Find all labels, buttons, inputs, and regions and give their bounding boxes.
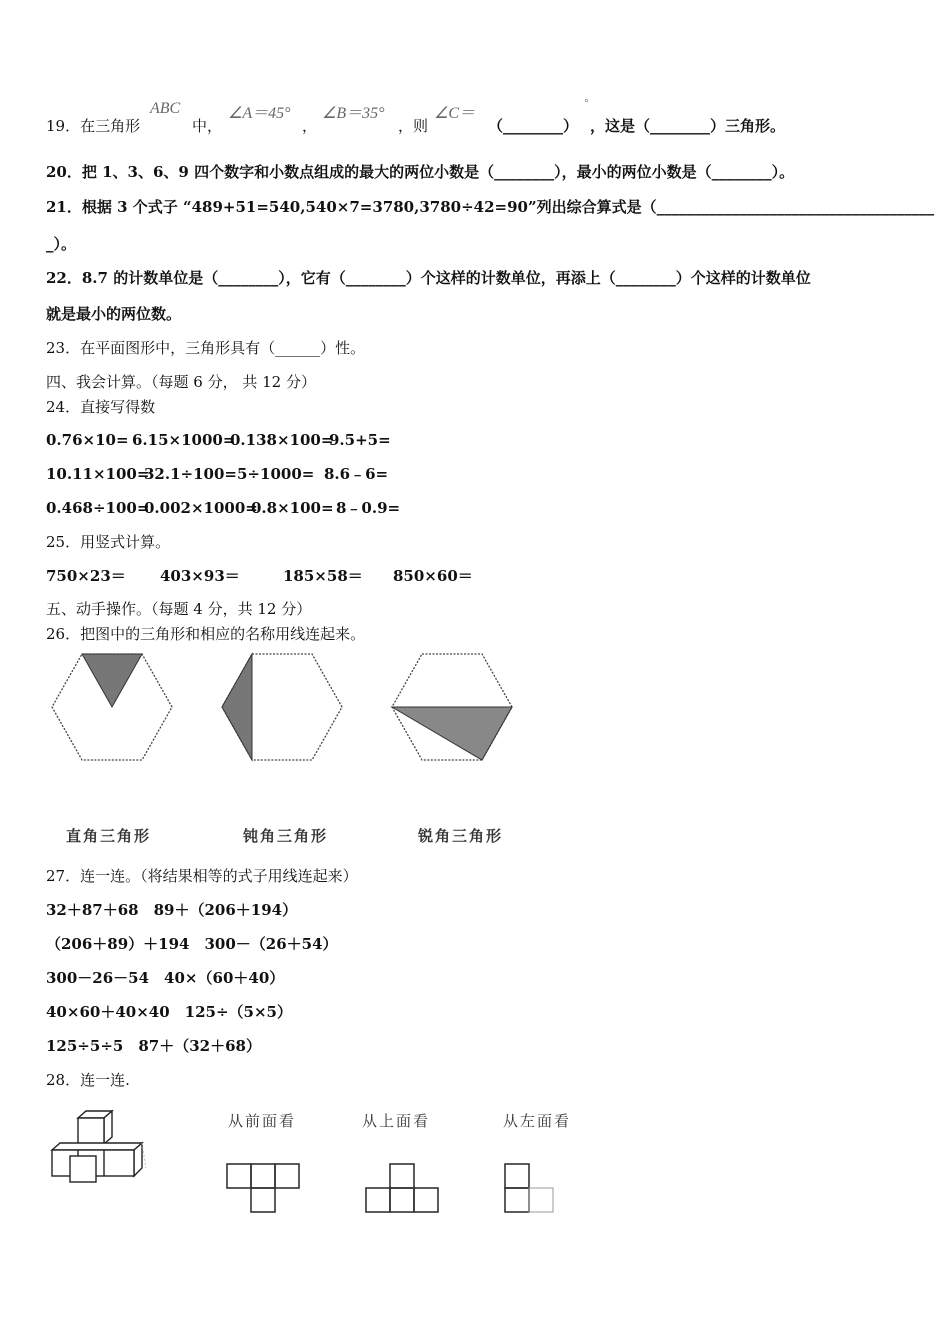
q27-row: （206＋89）＋194 300－（26＋54） bbox=[46, 935, 338, 953]
q20-line: 20．把 1、3、6、9 四个数字和小数点组成的最大的两位小数是（________），最小的两位小数是（________）。 bbox=[46, 163, 795, 181]
q24-item: 5÷1000= bbox=[237, 465, 315, 483]
q28-cube-stack bbox=[50, 1108, 150, 1184]
q24-item: 6.15×1000= bbox=[132, 431, 236, 449]
q19-angle-c: ∠C＝ bbox=[434, 105, 476, 122]
q19-suffix: ，这是（________）三角形。 bbox=[590, 117, 786, 135]
q19-then: ，则 bbox=[398, 117, 429, 135]
q19-degree-mark: ° bbox=[584, 98, 588, 109]
q28-view-left: 从左面看 bbox=[503, 1112, 572, 1130]
q19-angle-a: ∠A＝45° bbox=[228, 105, 291, 122]
q22-line-a: 22．8.7 的计数单位是（________），它有（________）个这样的计数单位，再添上（________）个这样的计数单位 bbox=[46, 269, 811, 287]
q19-mid: 中， bbox=[192, 117, 223, 135]
q24-item: 10.11×100= bbox=[46, 465, 150, 483]
q24-item: 8.6﹣6= bbox=[324, 465, 389, 483]
q19-sep: ， bbox=[302, 117, 318, 135]
q19-triangle-abc: ABC bbox=[150, 100, 181, 117]
q28-view-front: 从前面看 bbox=[228, 1112, 297, 1130]
q23-line: 23．在平面图形中，三角形具有（______）性。 bbox=[46, 339, 366, 357]
q27-row: 32＋87＋68 89＋（206＋194） bbox=[46, 901, 298, 919]
q28-view-top: 从上面看 bbox=[362, 1112, 431, 1130]
q26-label-right: 直角三角形 bbox=[66, 827, 152, 845]
q19-prefix: 19．在三角形 bbox=[46, 117, 141, 135]
q26-hexagon-acute-triangle bbox=[390, 652, 515, 762]
q24-item: 8﹣0.9= bbox=[336, 499, 401, 517]
q26-label-acute: 锐角三角形 bbox=[418, 827, 504, 845]
q27-row: 125÷5÷5 87＋（32＋68） bbox=[46, 1037, 261, 1055]
q26-hexagon-obtuse-triangle bbox=[220, 652, 345, 762]
q27-row: 300－26－54 40×（60＋40） bbox=[46, 969, 285, 987]
q19-angle-b: ∠B＝35° bbox=[322, 105, 385, 122]
section-4-heading: 四、我会计算。（每题 6 分， 共 12 分） bbox=[46, 373, 316, 391]
q24-item: 0.8×100= bbox=[251, 499, 334, 517]
q27-title: 27．连一连。（将结果相等的式子用线连起来） bbox=[46, 867, 358, 885]
q25-title: 25．用竖式计算。 bbox=[46, 533, 171, 551]
q28-title: 28．连一连. bbox=[46, 1071, 130, 1089]
q27-row: 40×60＋40×40 125÷（5×5） bbox=[46, 1003, 292, 1021]
q24-item: 0.76×10= bbox=[46, 431, 129, 449]
q25-item: 750×23＝ bbox=[46, 567, 126, 585]
q24-title: 24．直接写得数 bbox=[46, 398, 156, 416]
q21-line-b: _）。 bbox=[46, 235, 77, 253]
q24-item: 9.5+5= bbox=[329, 431, 391, 449]
q25-item: 403×93＝ bbox=[160, 567, 240, 585]
q24-item: 0.138×100= bbox=[230, 431, 334, 449]
q28-view-drawing-l-shape bbox=[503, 1162, 559, 1216]
q21-line-a: 21．根据 3 个式子 “489+51=540,540×7=3780,3780÷42=90”列出综合算式是（_____________________________________ bbox=[46, 198, 935, 216]
q28-view-drawing-inverted-t bbox=[364, 1162, 442, 1214]
section-5-heading: 五、动手操作。（每题 4 分，共 12 分） bbox=[46, 600, 312, 618]
q19-blank1: （________） bbox=[488, 117, 579, 135]
q26-hexagon-right-triangle bbox=[50, 652, 175, 762]
q24-item: 0.002×1000= bbox=[144, 499, 258, 517]
q26-title: 26．把图中的三角形和相应的名称用线连起来。 bbox=[46, 625, 366, 643]
q24-item: 32.1÷100= bbox=[144, 465, 237, 483]
q26-label-obtuse: 钝角三角形 bbox=[243, 827, 329, 845]
q24-item: 0.468÷100= bbox=[46, 499, 150, 517]
q25-item: 850×60＝ bbox=[393, 567, 473, 585]
q28-view-drawing-t-shape bbox=[225, 1162, 303, 1214]
q22-line-b: 就是最小的两位数。 bbox=[46, 305, 182, 323]
q19-line bbox=[46, 116, 140, 136]
q25-item: 185×58＝ bbox=[283, 567, 363, 585]
